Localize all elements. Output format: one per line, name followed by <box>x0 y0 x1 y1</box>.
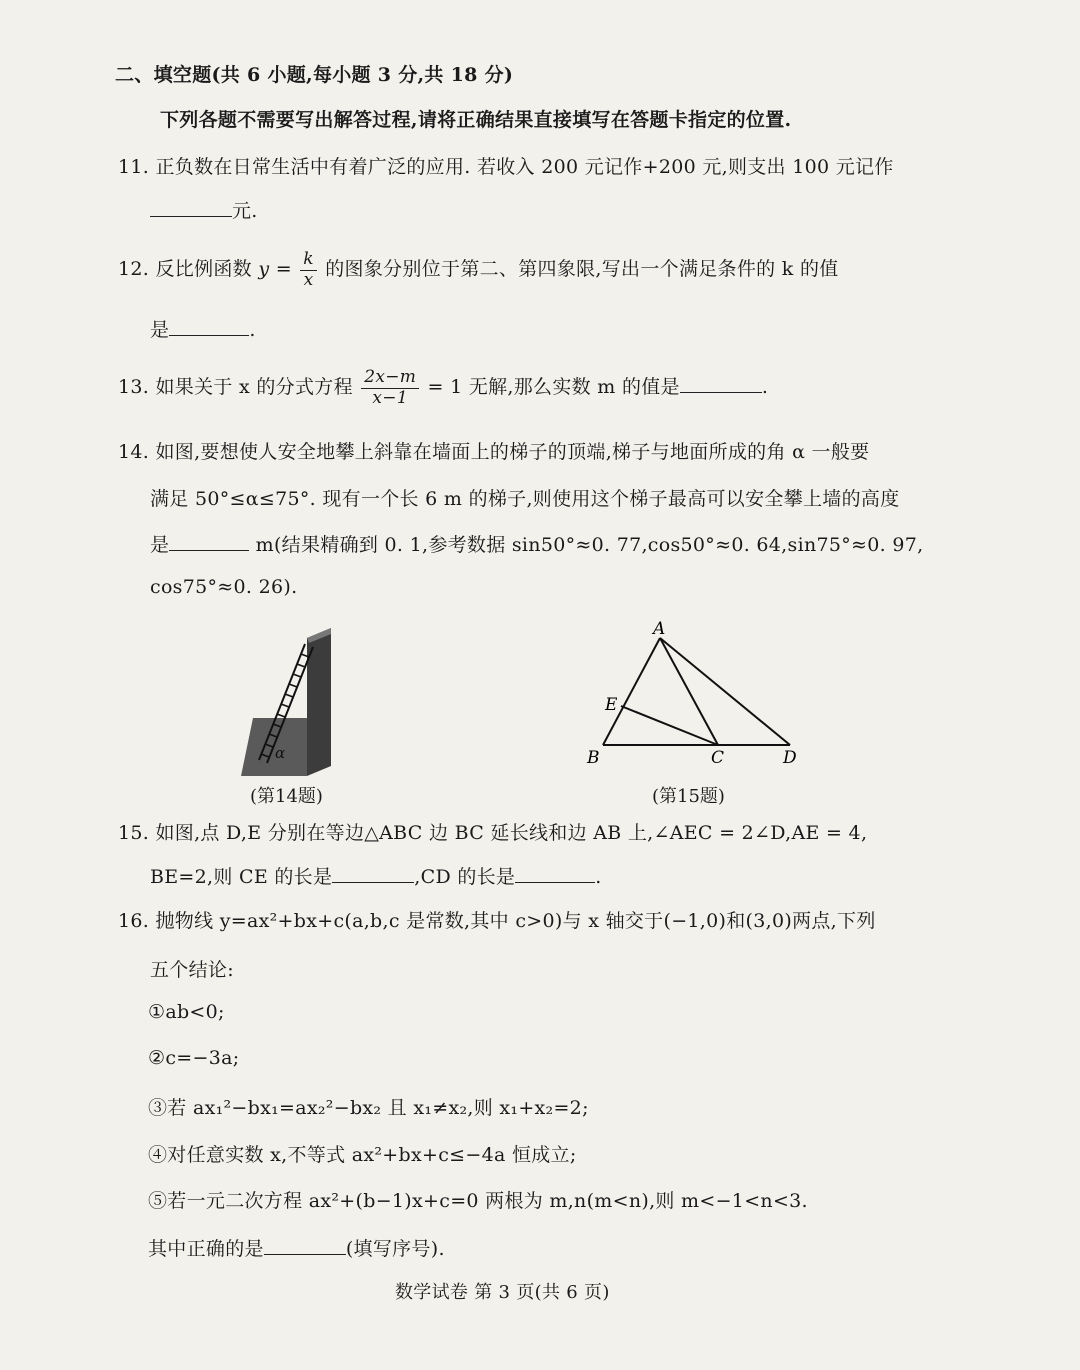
q12-y-eq: y = <box>258 258 292 281</box>
q16-conclusion-3: ③若 ax₁²−bx₁=ax₂²−bx₂ 且 x₁≠x₂,则 x₁+x₂=2; <box>148 1097 589 1119</box>
q16-line2: 五个结论: <box>150 959 234 981</box>
q16-conclusion-1: ①ab<0; <box>148 1001 225 1023</box>
q13-fraction <box>361 368 419 408</box>
q14-line3 <box>150 530 923 557</box>
q11-line2 <box>150 196 258 223</box>
q15-line2 <box>150 862 602 889</box>
q15-line2-b: ,CD 的长是 <box>414 866 516 888</box>
q16-line1 <box>118 906 876 933</box>
section-heading: 二、填空题(共 6 小题,每小题 3 分,共 18 分) <box>115 64 514 86</box>
q13-end: . <box>761 376 769 399</box>
q12-line2-suffix: . <box>249 319 256 341</box>
q16-final-line <box>148 1234 445 1261</box>
q13-answer-blank[interactable] <box>680 374 762 393</box>
q14-answer-blank[interactable] <box>169 532 249 551</box>
q14-line3-suffix: m(结果精确到 0. 1,参考数据 sin50°≈0. 77,cos50°≈0. 64,sin75°≈0. 97, <box>255 534 924 556</box>
q11-line1 <box>118 152 894 179</box>
q15-line1 <box>118 818 867 845</box>
point-label-d: D <box>783 748 797 768</box>
q14-line2: 满足 50°≤α≤75°. 现有一个长 6 m 的梯子,则使用这个梯子最高可以安全攀上墙的高度 <box>150 488 900 510</box>
q15-text1: 如图,点 D,E 分别在等边△ABC 边 BC 延长线和边 AB 上,∠AEC = 2∠D,AE = 4, <box>155 822 868 844</box>
q15-line2-a: BE=2,则 CE 的长是 <box>150 866 333 888</box>
figure-15-lines <box>603 638 790 745</box>
q15-answer-blank-ce[interactable] <box>332 864 414 883</box>
q12-line2-prefix: 是 <box>150 319 170 341</box>
q14-number: 14. <box>118 441 150 463</box>
q13-post: = 1 无解,那么实数 m 的值是 <box>427 376 680 399</box>
q12-line2 <box>150 315 256 342</box>
q15-line2-c: . <box>595 866 602 888</box>
q15-answer-blank-cd[interactable] <box>515 864 595 883</box>
q13-line <box>118 368 768 408</box>
figure-15-caption: (第15题) <box>652 786 725 807</box>
q11-number: 11. <box>118 156 150 178</box>
q11-answer-blank[interactable] <box>150 198 232 217</box>
point-label-e: E <box>605 695 618 715</box>
q12-line1 <box>118 250 839 290</box>
figure-14-ladder-diagram <box>235 628 345 776</box>
q13-number: 13. <box>118 376 150 399</box>
q12-frac-denominator: x <box>303 269 314 290</box>
q12-frac-numerator: k <box>300 250 317 271</box>
q14-line1 <box>118 437 869 464</box>
point-label-a: A <box>653 619 666 639</box>
section-instruction: 下列各题不需要写出解答过程,请将正确结果直接填写在答题卡指定的位置. <box>160 109 792 131</box>
q16-conclusion-2: ②c=−3a; <box>148 1047 240 1069</box>
q16-conclusion-5: ⑤若一元二次方程 ax²+(b−1)x+c=0 两根为 m,n(m<n),则 m<−1<n<3. <box>148 1190 808 1212</box>
q15-number: 15. <box>118 822 150 844</box>
wall-face <box>307 628 331 776</box>
point-label-b: B <box>587 748 600 768</box>
q16-final-prefix: 其中正确的是 <box>148 1238 264 1260</box>
q12-post: 的图象分别位于第二、第四象限,写出一个满足条件的 k 的值 <box>325 258 839 281</box>
q12-answer-blank[interactable] <box>169 317 249 336</box>
q13-frac-denominator: x−1 <box>372 387 408 408</box>
q14-line4: cos75°≈0. 26). <box>150 576 298 598</box>
figure-14-caption: (第14题) <box>250 786 323 807</box>
q11-text: 正负数在日常生活中有着广泛的应用. 若收入 200 元记作+200 元,则支出 100 元记作 <box>155 156 894 178</box>
q16-answer-blank[interactable] <box>264 1236 346 1255</box>
q12-fraction <box>300 250 317 290</box>
q14-line3-prefix: 是 <box>150 534 170 556</box>
q14-text1: 如图,要想使人安全地攀上斜靠在墙面上的梯子的顶端,梯子与地面所成的角 α 一般要 <box>155 441 870 463</box>
page-footer: 数学试卷 第 3 页(共 6 页) <box>395 1282 610 1303</box>
q16-conclusion-4: ④对任意实数 x,不等式 ax²+bx+c≤−4a 恒成立; <box>148 1144 577 1166</box>
q13-pre: 如果关于 x 的分式方程 <box>155 376 353 399</box>
point-label-c: C <box>711 748 725 768</box>
q12-pre: 反比例函数 <box>155 258 252 281</box>
q12-number: 12. <box>118 258 150 281</box>
q13-frac-numerator: 2x−m <box>361 368 419 389</box>
figure-15-triangle-diagram <box>575 618 805 768</box>
q16-final-suffix: (填写序号). <box>345 1238 445 1260</box>
q16-number: 16. <box>118 910 150 932</box>
figure-14-angle-label: α <box>275 744 286 762</box>
q16-text1: 抛物线 y=ax²+bx+c(a,b,c 是常数,其中 c>0)与 x 轴交于(−1,0)和(3,0)两点,下列 <box>155 910 876 932</box>
q11-suffix: 元. <box>232 200 258 222</box>
